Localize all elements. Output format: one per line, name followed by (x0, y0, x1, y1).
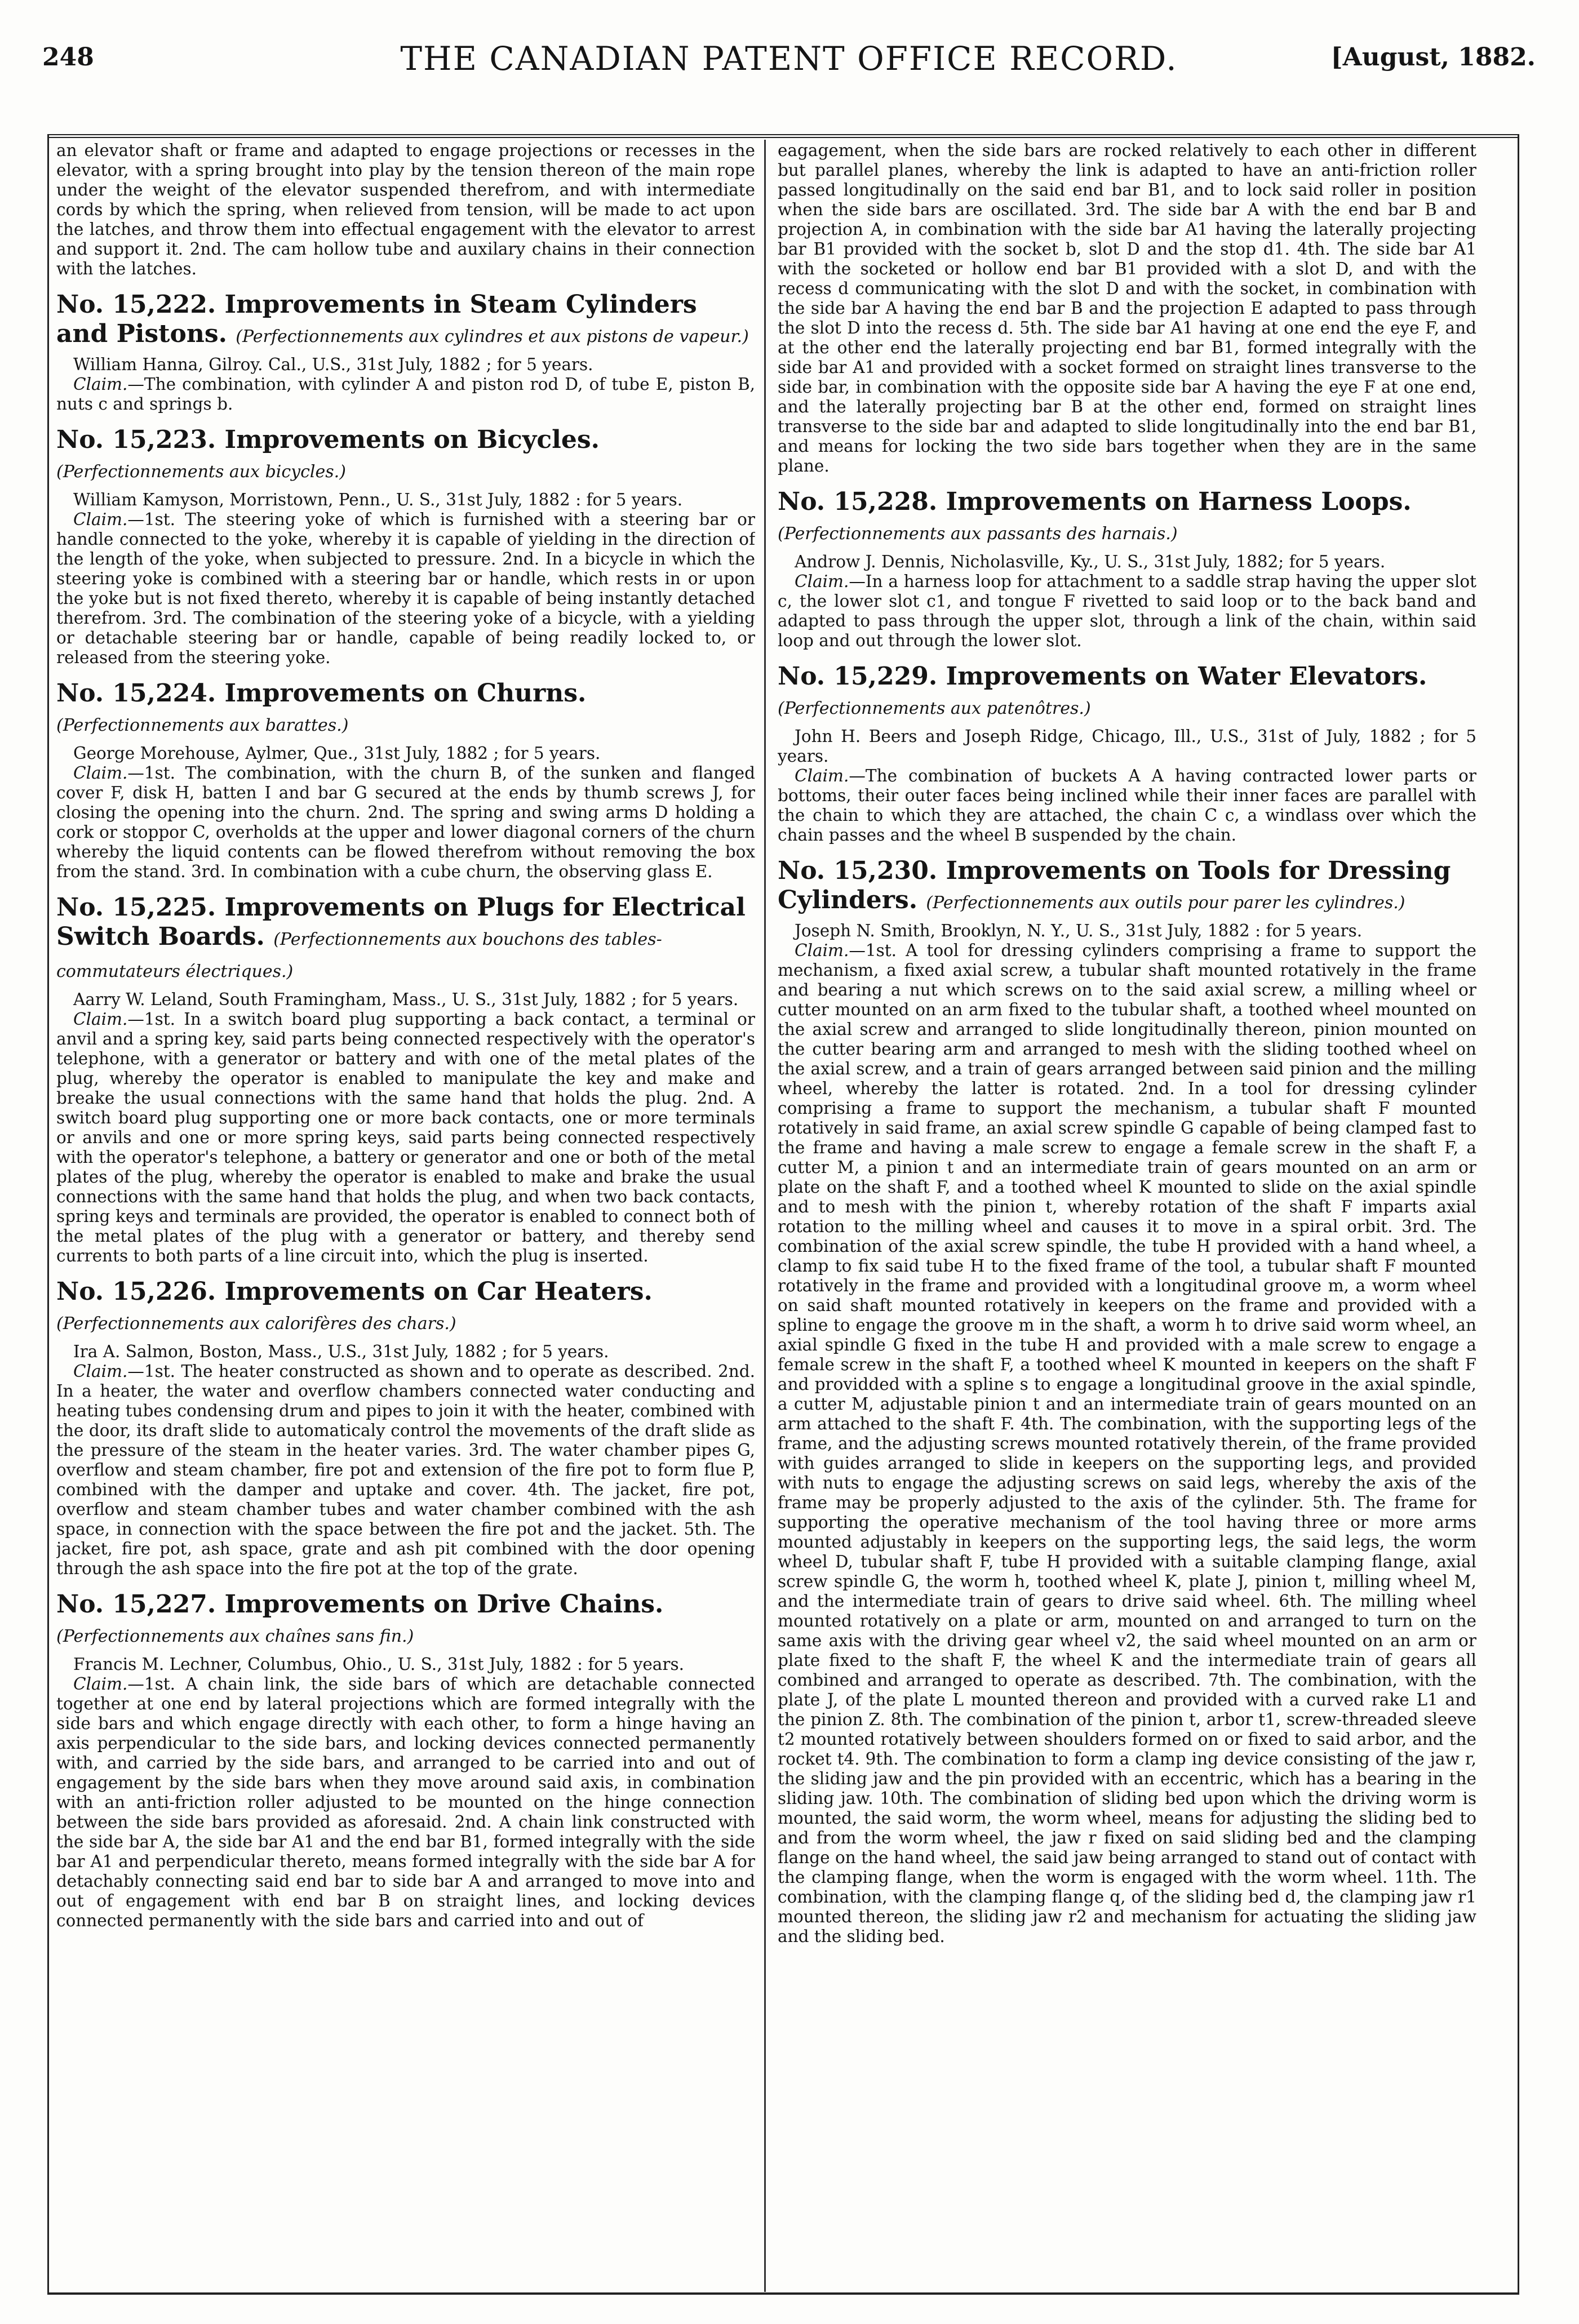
patent-claim: Claim.—The combination of buckets A A having contracted lower parts or bottoms, their outer faces being inclined while their inner faces are parallel with the chain to which they are attached, the chain C c, a windlass over which the chain passes and the wheel B suspended by the chain. (778, 766, 1476, 845)
page-number: 248 (42, 43, 94, 72)
claim-label: Claim. (73, 763, 128, 783)
patent-number: No. 15,226. (56, 1277, 216, 1306)
patent-translation: (Perfectionnements aux patenôtres.) (778, 699, 1091, 718)
patent-translation: (Perfectionnements aux bicycles.) (56, 462, 346, 482)
patent-claim-text: In a harness loop for attachment to a saddle strap having the upper slot c, the lower slot c1, and tongue F rivetted to said loop or to the back band and adapted to pass through the upper slot, through a link of the chain, within said loop and out through the lower slot. (778, 572, 1476, 650)
patent-title (56, 1590, 755, 1651)
patent-translation: (Perfectionnements aux chaînes sans fin.) (56, 1627, 414, 1646)
patent-entry (56, 425, 755, 668)
patent-title (56, 1277, 755, 1339)
patent-entry (56, 1277, 755, 1579)
claim-label: Claim. (795, 941, 849, 960)
patent-inventor: John H. Beers and Joseph Ridge, Chicago, Ill., U.S., 31st of July, 1882 ; for 5 years. (778, 727, 1476, 766)
patent-number: No. 15,229. (778, 662, 938, 691)
patent-title-text: Improvements on Drive Chains. (224, 1590, 664, 1619)
patent-claim-text: The combination, with cylinder A and piston rod D, of tube E, piston B, nuts c and springs b. (56, 375, 755, 414)
patent-entry (56, 679, 755, 882)
patent-claim: Claim.—1st. The heater constructed as shown and to operate as described. 2nd. In a heater, the water and overflow chambers connected water conducting and heating tubes condensing drum and pipes to join it with the heater, combined with the door, its draft slide to automaticaly control the movements of the draft slide as the pressure of the steam in the heater varies. 3rd. The water chamber pipes G, overflow and steam chamber, fire pot and extension of the fire pot to form flue P, combined with the damper and uptake and cover. 4th. The jacket, fire pot, overflow and steam chamber tubes and water chamber combined with the ash space, in connection with the space between the fire pot and the jacket. 5th. The jacket, fire pot, ash space, grate and ash pit combined with the door opening through the ash space into the fire pot at the top of the grate. (56, 1362, 755, 1578)
patent-inventor: Aarry W. Leland, South Framingham, Mass., U. S., 31st July, 1882 ; for 5 years. (73, 990, 739, 1009)
patent-translation: (Perfectionnements aux calorifères des chars.) (56, 1314, 456, 1334)
journal-title: THE CANADIAN PATENT OFFICE RECORD. (400, 39, 1178, 78)
patent-inventor: George Morehouse, Aylmer, Que., 31st July, 1882 ; for 5 years. (73, 744, 601, 763)
patent-claim: Claim.—The combination, with cylinder A and piston rod D, of tube E, piston B, nuts c and springs b. (56, 375, 755, 414)
patent-inventor: Francis M. Lechner, Columbus, Ohio., U. S., 31st July, 1882 : for 5 years. (73, 1655, 685, 1674)
patent-inventor: Joseph N. Smith, Brooklyn, N. Y., U. S., 31st July, 1882 : for 5 years. (795, 921, 1363, 940)
patent-title (56, 290, 755, 352)
patent-title (56, 425, 755, 487)
right-entries (778, 487, 1476, 1947)
patent-claim-text: 1st. The combination, with the churn B, of the sunken and flanged cover F, disk H, batten I and bar G secured at the ends by thumb screws J, for closing the opening into the churn. 2nd. The spring and swing arms D holding a cork or stoppor C, overholds at the upper and lower diagonal corners of the churn whereby the liquid contents can be flowed therefrom without removing the box from the stand. 3rd. In combination with a cube churn, the observing glass E. (56, 763, 755, 881)
patent-inventor: William Hanna, Gilroy. Cal., U.S., 31st July, 1882 ; for 5 years. (73, 355, 593, 374)
claim-label: Claim. (73, 510, 128, 529)
patent-number: No. 15,222. (56, 290, 216, 319)
patent-claim-text: The combination of buckets A A having contracted lower parts or bottoms, their outer faces being inclined while their inner faces are parallel with the chain to which they are attached, the chain C c, a windlass over which the chain passes and the wheel B suspended by the chain. (778, 766, 1476, 845)
patent-claim: Claim.—1st. A chain link, the side bars of which are detachable connected together at one end by lateral projections which are formed integrally with the side bars and which engage directly with each other, to form a hinge having an axis perpendicular to the side bars, and locking devices connected permanently with, and carried by the side bars, and arranged to be carried into and out of engagement by the side bars when they move around said axis, in combination with an anti-friction roller adjusted to be mounted on the hinge connection between the side bars provided as aforesaid. 2nd. A chain link constructed with the side bar A, the side bar A1 and the end bar B1, formed integrally with the side bar A1 and perpendicular thereto, means formed integrally with the side bar A for detachably connecting said end bar to side bar A and arranged to move into and out of engagement with end bar B on straight lines, and locking devices connected permanently with the side bars and carried into and out of (56, 1674, 755, 1930)
patent-entry (56, 290, 755, 414)
patent-entry (778, 487, 1476, 651)
patent-claim: Claim.—1st. In a switch board plug supporting a back contact, a terminal or anvil and a spring key, said parts being connected respectively with the operator's telephone, with a generator or battery and with one of the metal plates of the plug, whereby the operator is enabled to manipulate the key and make and breake the usual connections with the same hand that holds the plug. 2nd. A switch board plug supporting one or more back contacts, one or more terminals or anvils and one or more spring keys, said parts being connected respectively with the operator's telephone, a battery or generator and one or both of the metal plates of the plug, whereby the operator is enabled to make and brake the usual connections with the same hand that holds the plug, and when two back contacts, spring keys and terminals are provided, the operator is enabled to connect both of the metal plates of the plug with a generator or battery, and thereby send currents to both parts of a line circuit into, which the plug is inserted. (56, 1010, 755, 1265)
patent-title (778, 856, 1476, 918)
column-divider (764, 140, 766, 2292)
patent-claim-text: 1st. A chain link, the side bars of which are detachable connected together at one end by lateral projections which are formed integrally with the side bars and which engage directly with each other, to form a hinge having an axis perpendicular to the side bars, and locking devices connected permanently with, and carried by the side bars, and arranged to be carried into and out of engagement by the side bars when they move around said axis, in combination with an anti-friction roller adjusted to be mounted on the hinge connection between the side bars provided as aforesaid. 2nd. A chain link constructed with the side bar A, the side bar A1 and the end bar B1, formed integrally with the side bar A1 and perpendicular thereto, means formed integrally with the side bar A for detachably connecting said end bar to side bar A and arranged to move into and out of engagement with end bar B on straight lines, and locking devices connected permanently with the side bars and carried into and out of (56, 1674, 755, 1930)
patent-number: No. 15,225. (56, 893, 216, 922)
patent-translation: (Perfectionnements aux barattes.) (56, 716, 349, 735)
patent-title-text: Improvements on Tools for Dressing Cylinders. (778, 856, 1451, 914)
frame-rule-left (47, 134, 49, 2295)
patent-claim: Claim.—1st. The steering yoke of which is furnished with a steering bar or handle connected to the yoke, whereby it is capable of yielding in the direction of the length of the yoke, when subjected to pressure. 2nd. In a bicycle in which the steering yoke is combined with a steering bar or handle, which rests in or upon the yoke but is not fixed thereto, whereby it is capable of being instantly detached therefrom. 3rd. The combination of the steering yoke of a bicycle, with a yielding or detachable steering bar or handle, capable of being readily locked to, or released from the steering yoke. (56, 510, 755, 667)
patent-number: No. 15,228. (778, 487, 938, 516)
patent-number: No. 15,223. (56, 425, 216, 454)
right-column (778, 141, 1476, 2287)
claim-label: Claim. (73, 1010, 128, 1029)
patent-entry (56, 893, 755, 1266)
patent-entry (778, 856, 1476, 1947)
patent-number: No. 15,224. (56, 679, 216, 708)
patent-entry (778, 662, 1476, 845)
page-header (42, 39, 1536, 85)
patent-entry (56, 1590, 755, 1931)
patent-claim-text: 1st. The steering yoke of which is furnished with a steering bar or handle connected to the yoke, whereby it is capable of yielding in the direction of the length of the yoke, when subjected to pressure. 2nd. In a bicycle in which the steering yoke is combined with a steering bar or handle, which rests in or upon the yoke but is not fixed thereto, whereby it is capable of being instantly detached therefrom. 3rd. The combination of the steering yoke of a bicycle, with a yielding or detachable steering bar or handle, capable of being readily locked to, or released from the steering yoke. (56, 510, 755, 667)
patent-title-text: Improvements on Water Elevators. (946, 662, 1427, 691)
patent-translation: (Perfectionnements aux passants des harnais.) (778, 524, 1178, 544)
patent-inventor: Androw J. Dennis, Nicholasville, Ky., U. S., 31st July, 1882; for 5 years. (795, 552, 1386, 571)
frame-rule-right (1518, 134, 1519, 2295)
left-continuation-text: an elevator shaft or frame and adapted to engage projections or recesses in the elevator, with a spring brought into play by the tension thereon of the main rope under the weight of the elevator suspended therefrom, and with intermediate cords by which the spring, when relieved from tension, will be made to act upon the latches, and throw them into effectual engagement with the elevator to arrest and support it. 2nd. The cam hollow tube and auxilary chains in their connection with the latches. (56, 141, 755, 278)
patent-claim: Claim.—1st. A tool for dressing cylinders comprising a frame to support the mechanism, a fixed axial screw, a tubular shaft mounted rotatively in the frame and bearing a nut which screws on to the said axial screw, a milling wheel or cutter mounted on an arm fixed to the tubular shaft, a toothed wheel mounted on the axial screw and arranged to slide longitudinally thereon, pinion mounted on the cutter bearing arm and arranged to mesh with the sliding toothed wheel on the axial screw, and a train of gears arranged between said pinion and the milling wheel, whereby the latter is rotated. 2nd. In a tool for dressing cylinder comprising a frame to support the mechanism, a tubular shaft F mounted rotatively in said frame, an axial screw spindle G capable of being clamped fast to the frame and having a male screw to engage a female screw in the shaft F, a cutter M, a pinion t and an intermediate train of gears mounted on an arm or plate on the shaft F, and a toothed wheel K mounted to slide on the axial spindle and to mesh with the pinion t, whereby rotation of the shaft F imparts axial rotation to the milling wheel and causes it to move in a spiral orbit. 3rd. The combination of the axial screw spindle, the tube H provided with a hand wheel, a clamp to fix said tube H to the fixed frame of the tool, a tubular shaft F mounted rotatively in the frame and provided with a longitudinal groove m, a worm wheel on said shaft mounted rotatively in keepers on the frame and provided with a spline to engage the groove m in the shaft, a worm h to drive said worm wheel, an axial spindle G fixed in the tube H and provided with a male screw to engage a female screw in the shaft F, a toothed wheel K mounted in keepers on the shaft F and providded with a spline s to engage a longitudinal groove in the axial spindle, a cutter M, adjustable pinion t and an intermediate train of gears mounted on an arm attached to the shaft F. 4th. The combination, with the supporting legs of the frame, and the adjusting screws mounted rotatively therein, of the frame provided with guides arranged to slide in keepers on the supporting legs, and provided with nuts to engage the adjusting screws on said legs, whereby the axis of the frame may be properly adjusted to the axis of the cylinder. 5th. The frame for supporting the operative mechanism of the tool having three or more arms mounted adjustably in keepers on the supporting legs, the said legs, the worm wheel D, tubular shaft F, tube H provided with a suitable clamping flange, axial screw spindle G, the worm h, toothed wheel K, plate J, pinion t, milling wheel M, and the intermediate train of gears to drive said wheel. 6th. The milling wheel mounted rotatively on a plate or arm, mounted on and arranged to turn on the same axis with the driving gear wheel v2, the said wheel mounted on an arm or plate fixed to the shaft F, the wheel K and the intermediate train of gears all combined and arranged to operate as described. 7th. The combination, with the plate J, of the plate L mounted thereon and provided with a curved rake L1 and the pinion Z. 8th. The combination of the pinion t, arbor t1, screw-threaded sleeve t2 mounted rotatively between shoulders formed on or fixed to said arbor, and the rocket t4. 9th. The combination to form a clamp ing device consisting of the jaw r, the sliding jaw and the pin provided with an eccentric, which has a bearing in the sliding jaw. 10th. The combination of sliding bed upon which the driving worm is mounted, the said worm, the worm wheel, means for adjusting the sliding bed to and from the worm wheel, the jaw r fixed on said sliding bed and the clamping flange on the hand wheel, the said jaw being arranged to stand out of contact with the clamping flange, when the worm is engaged with the worm wheel. 11th. The combination, with the clamping flange q, of the sliding bed d, the clamping jaw r1 mounted thereon, the sliding jaw r2 and mechanism for actuating the sliding jaw and the sliding bed. (778, 941, 1476, 1946)
patent-translation: (Perfectionnements aux bouchons des tables-commutateurs électriques.) (56, 930, 662, 981)
left-entries (56, 290, 755, 1931)
patent-title-text: Improvements on Harness Loops. (946, 487, 1412, 516)
patent-title (778, 662, 1476, 723)
patent-title-text: Improvements on Car Heaters. (224, 1277, 653, 1306)
patent-title (56, 679, 755, 740)
patent-claim-text: 1st. A tool for dressing cylinders comprising a frame to support the mechanism, a fixed axial screw, a tubular shaft mounted rotatively in the frame and bearing a nut which screws on to the said axial screw, a milling wheel or cutter mounted on an arm fixed to the tubular shaft, a toothed wheel mounted on the axial screw and arranged to slide longitudinally thereon, pinion mounted on the cutter bearing arm and arranged to mesh with the sliding toothed wheel on the axial screw, and a train of gears arranged between said pinion and the milling wheel, whereby the latter is rotated. 2nd. In a tool for dressing cylinder comprising a frame to support the mechanism, a tubular shaft F mounted rotatively in said frame, an axial screw spindle G capable of being clamped fast to the frame and having a male screw to engage a female screw in the shaft F, a cutter M, a pinion t and an intermediate train of gears mounted on an arm or plate on the shaft F, and a toothed wheel K mounted to slide on the axial spindle and to mesh with the pinion t, whereby rotation of the shaft F imparts axial rotation to the milling wheel and causes it to move in a spiral orbit. 3rd. The combination of the axial screw spindle, the tube H provided with a hand wheel, a clamp to fix said tube H to the fixed frame of the tool, a tubular shaft F mounted rotatively in the frame and provided with a longitudinal groove m, a worm wheel on said shaft mounted rotatively in keepers on the frame and provided with a spline to engage the groove m in the shaft, a worm h to drive said worm wheel, an axial spindle G fixed in the tube H and provided with a male screw to engage a female screw in the shaft F, a toothed wheel K mounted in keepers on the shaft F and providded with a spline s to engage a longitudinal groove in the axial spindle, a cutter M, adjustable pinion t and an intermediate train of gears mounted on an arm attached to the shaft F. 4th. The combination, with the supporting legs of the frame, and the adjusting screws mounted rotatively therein, of the frame provided with guides arranged to slide in keepers on the supporting legs, and provided with nuts to engage the adjusting screws on said legs, whereby the axis of the frame may be properly adjusted to the axis of the cylinder. 5th. The frame for supporting the operative mechanism of the tool having three or more arms mounted adjustably in keepers on the supporting legs, the said legs, the worm wheel D, tubular shaft F, tube H provided with a suitable clamping flange, axial screw spindle G, the worm h, toothed wheel K, plate J, pinion t, milling wheel M, and the intermediate train of gears to drive said wheel. 6th. The milling wheel mounted rotatively on a plate or arm, mounted on and arranged to turn on the same axis with the driving gear wheel v2, the said wheel mounted on an arm or plate fixed to the shaft F, the wheel K and the intermediate train of gears all combined and arranged to operate as described. 7th. The combination, with the plate J, of the plate L mounted thereon and provided with a curved rake L1 and the pinion Z. 8th. The combination of the pinion t, arbor t1, screw-threaded sleeve t2 mounted rotatively between shoulders formed on or fixed to said arbor, and the rocket t4. 9th. The combination to form a clamp ing device consisting of the jaw r, the sliding jaw and the pin provided with an eccentric, which has a bearing in the sliding jaw. 10th. The combination of sliding bed upon which the driving worm is mounted, the said worm, the worm wheel, means for adjusting the sliding bed to and from the worm wheel, the jaw r fixed on said sliding bed and the clamping flange on the hand wheel, the said jaw being arranged to stand out of contact with the clamping flange, when the worm is engaged with the worm wheel. 11th. The combination, with the clamping flange q, of the sliding bed d, the clamping jaw r1 mounted thereon, the sliding jaw r2 and mechanism for actuating the sliding jaw and the sliding bed. (778, 941, 1476, 1946)
patent-title-text: Improvements on Bicycles. (224, 425, 600, 454)
patent-title (778, 487, 1476, 549)
patent-claim-text: 1st. The heater constructed as shown and to operate as described. 2nd. In a heater, the water and overflow chambers connected water conducting and heating tubes condensing drum and pipes to join it with the heater, combined with the door, its draft slide to automaticaly control the movements of the draft slide as the pressure of the steam in the heater varies. 3rd. The water chamber pipes G, overflow and steam chamber, fire pot and extension of the fire pot to form flue P, combined with the damper and uptake and cover. 4th. The jacket, fire pot, overflow and steam chamber tubes and water chamber combined with the ash space, in connection with the space between the fire pot and the jacket. 5th. The jacket, fire pot, ash space, grate and ash pit combined with the door opening through the ash space into the fire pot at the top of the grate. (56, 1362, 755, 1578)
right-continuation-text: eagagement, when the side bars are rocked relatively to each other in different but parallel planes, whereby the link is adapted to have an anti-friction roller passed longitudinally on the said end bar B1, and to lock said roller in position when the side bars are oscillated. 3rd. The side bar A with the end bar B and projection A, in combination with the side bar A1 having the laterally projecting bar B1 provided with the socket b, slot D and the stop d1. 4th. The side bar A1 with the socketed or hollow end bar B1 provided with a slot D, and with the recess d communicating with the slot D and with the socket, in combination with the side bar A having the end bar B and the projection E adapted to pass through the slot D into the recess d. 5th. The side bar A1 having at one end the eye F, and at the other end the laterally projecting end bar B1, formed integrally with the side bar A1 and provided with a socket formed on straight lines transverse to the side bar, in combination with the opposite side bar A having the eye F at one end, and the laterally projecting bar B at the other end, formed on straight lines transverse to the side bar and adapted to slide longitudinally into the end bar B1, and means for locking the two side bars together when they are in the same plane. (778, 141, 1476, 476)
patent-claim-text: 1st. In a switch board plug supporting a back contact, a terminal or anvil and a spring key, said parts being connected respectively with the operator's telephone, with a generator or battery and with one of the metal plates of the plug, whereby the operator is enabled to manipulate the key and make and breake the usual connections with the same hand that holds the plug. 2nd. A switch board plug supporting one or more back contacts, one or more terminals or anvils and one or more spring keys, said parts being connected respectively with the operator's telephone, a battery or generator and one or both of the metal plates of the plug, whereby the operator is enabled to make and brake the usual connections with the same hand that holds the plug, and when two back contacts, spring keys and terminals are provided, the operator is enabled to connect both of the metal plates of the plug with a generator or battery, and thereby send currents to both parts of a line circuit into, which the plug is inserted. (56, 1010, 755, 1265)
patent-title-text: Improvements on Plugs for Electrical Switch Boards. (56, 893, 746, 951)
claim-label: Claim. (73, 1362, 128, 1381)
patent-translation: (Perfectionnements aux outils pour parer les cylindres.) (926, 893, 1405, 913)
patent-claim: Claim.—1st. The combination, with the churn B, of the sunken and flanged cover F, disk H, batten I and bar G secured at the ends by thumb screws J, for closing the opening into the churn. 2nd. The spring and swing arms D holding a cork or stoppor C, overholds at the upper and lower diagonal corners of the churn whereby the liquid contents can be flowed therefrom without removing the box from the stand. 3rd. In combination with a cube churn, the observing glass E. (56, 763, 755, 881)
claim-label: Claim. (73, 375, 128, 394)
patent-number: No. 15,230. (778, 856, 938, 885)
left-column (56, 141, 755, 2287)
claim-label: Claim. (795, 572, 849, 591)
patent-title (56, 893, 755, 987)
claim-label: Claim. (73, 1674, 128, 1694)
patent-translation: (Perfectionnements aux cylindres et aux pistons de vapeur.) (236, 327, 749, 346)
patent-title-text: Improvements on Churns. (224, 679, 587, 708)
patent-title-text: Improvements in Steam Cylinders and Pistons. (56, 290, 697, 348)
issue-date: [August, 1882. (1330, 43, 1536, 72)
claim-label: Claim. (795, 766, 849, 785)
patent-claim: Claim.—In a harness loop for attachment to a saddle strap having the upper slot c, the lower slot c1, and tongue F rivetted to said loop or to the back band and adapted to pass through the upper slot, through a link of the chain, within said loop and out through the lower slot. (778, 572, 1476, 650)
patent-inventor: William Kamyson, Morristown, Penn., U. S., 31st July, 1882 : for 5 years. (73, 490, 683, 509)
patent-number: No. 15,227. (56, 1590, 216, 1619)
patent-inventor: Ira A. Salmon, Boston, Mass., U.S., 31st July, 1882 ; for 5 years. (73, 1342, 609, 1361)
